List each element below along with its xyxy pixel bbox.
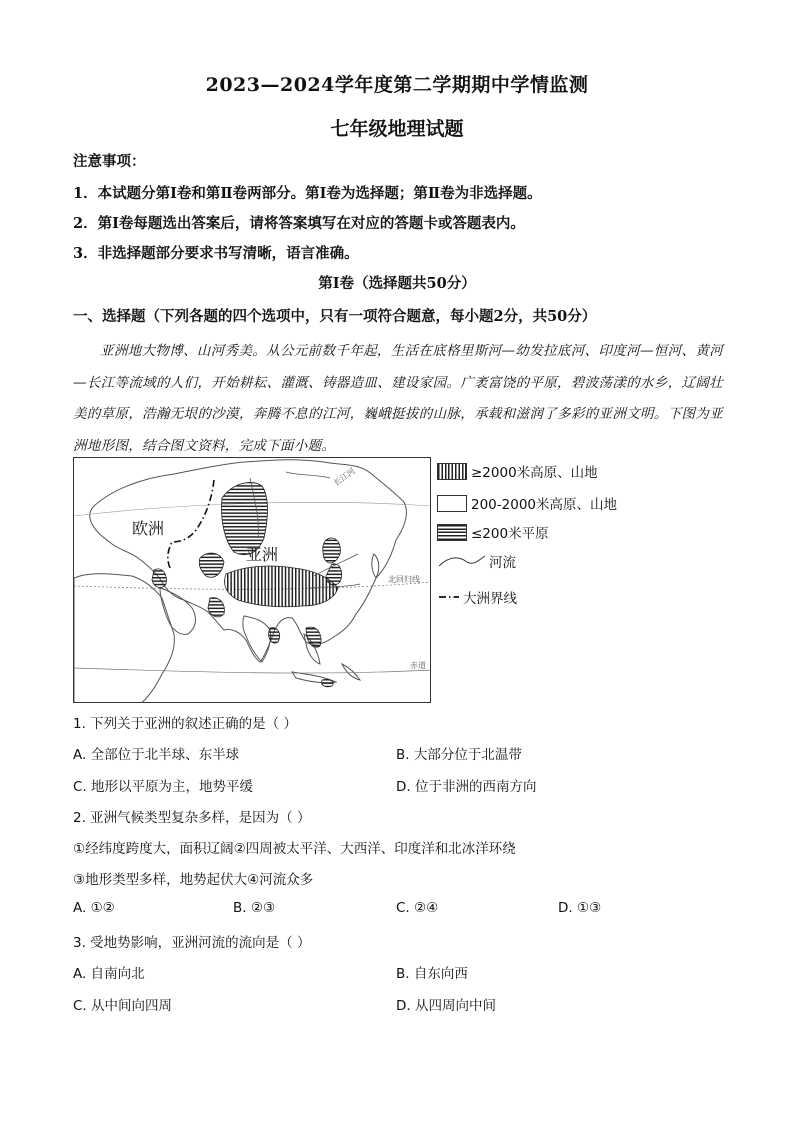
question-stem: 3. 受地势影响，亚洲河流的流向是（ ） bbox=[73, 935, 311, 951]
equator-label: 赤道 bbox=[410, 661, 426, 670]
legend-label: ≥2000米高原、山地 bbox=[471, 465, 598, 481]
river-line-icon bbox=[437, 550, 487, 572]
legend-label: 200-2000米高原、山地 bbox=[471, 497, 617, 513]
question-statement: ③地形类型多样，地势起伏大④河流众多 bbox=[73, 872, 314, 888]
dash-dot-line-icon bbox=[437, 586, 461, 608]
option-d[interactable]: D. 位于非洲的西南方向 bbox=[396, 779, 537, 795]
option-c[interactable]: C. 地形以平原为主，地势平缓 bbox=[73, 779, 254, 795]
note-item: 2．第Ⅰ卷每题选出答案后，请将答案填写在对应的答题卡或答题表内。 bbox=[73, 215, 525, 232]
reading-passage: 亚洲地大物博、山河秀美。从公元前数千年起，生活在底格里斯河—幼发拉底河、印度河—恒河、黄河—长江等流域的人们，开始耕耘、灌溉、铸器造皿、建设家园。广袤富饶的平原，碧波荡漾的水乡，辽阔壮美的草原，浩瀚无垠的沙漠，奔腾不息的江河，巍峨挺拔的山脉，承载和滋润了多彩的亚洲文明。下图为亚洲地形图，结合图文资料，完成下面小题。 bbox=[73, 343, 723, 454]
river-line bbox=[286, 472, 330, 478]
tropic-label: 北回归线 bbox=[388, 575, 420, 584]
legend-label: 大洲界线 bbox=[463, 591, 517, 607]
option-a[interactable]: A. 自南向北 bbox=[73, 966, 145, 982]
question-stem: 1. 下列关于亚洲的叙述正确的是（ ） bbox=[73, 716, 297, 732]
legend-item bbox=[437, 586, 517, 608]
exam-title: 2023—2024学年度第二学期期中学情监测 bbox=[205, 74, 589, 96]
map-graphic bbox=[74, 458, 431, 703]
question-statement: ①经纬度跨度大，面积辽阔②四周被太平洋、大西洋、印度洋和北冰洋环绕 bbox=[73, 841, 516, 857]
option-b[interactable]: B. 自东向西 bbox=[396, 966, 468, 982]
section-title: 一、选择题（下列各题的四个选项中，只有一项符合题意，每小题2分，共50分） bbox=[73, 308, 597, 325]
blank-swatch-icon bbox=[437, 495, 467, 512]
asia-label: 亚洲 bbox=[246, 545, 279, 564]
option-d[interactable]: D. ①③ bbox=[558, 900, 602, 916]
hindustan-plain bbox=[269, 628, 280, 643]
option-a[interactable]: A. ①② bbox=[73, 900, 115, 916]
north-china-plain bbox=[323, 538, 341, 563]
india-outline bbox=[243, 616, 271, 662]
exam-subtitle: 七年级地理试题 bbox=[330, 118, 464, 140]
equator-line bbox=[74, 668, 431, 673]
legend-label: ≤200米平原 bbox=[471, 526, 549, 542]
option-c[interactable]: C. ②④ bbox=[396, 900, 439, 916]
legend-item bbox=[437, 521, 549, 543]
volume-title: 第Ⅰ卷（选择题共50分） bbox=[318, 275, 476, 292]
note-item: 1．本试题分第Ⅰ卷和第Ⅱ卷两部分。第Ⅰ卷为选择题；第Ⅱ卷为非选择题。 bbox=[73, 185, 542, 202]
note-item: 3．非选择题部分要求书写清晰，语言准确。 bbox=[73, 245, 359, 262]
question-stem: 2. 亚洲气候类型复杂多样，是因为（ ） bbox=[73, 810, 311, 826]
africa-outline bbox=[74, 574, 174, 703]
option-c[interactable]: C. 从中间向四周 bbox=[73, 998, 173, 1014]
horizontal-stripe-swatch-icon bbox=[437, 524, 467, 541]
river-name-label: 长江河 bbox=[331, 466, 357, 488]
option-a[interactable]: A. 全部位于北半球、东半球 bbox=[73, 747, 240, 763]
arabia-outline bbox=[160, 588, 195, 634]
turan-plain bbox=[199, 553, 224, 577]
west-siberian-plain bbox=[222, 482, 268, 554]
legend-label: 河流 bbox=[489, 555, 516, 571]
legend-item bbox=[437, 550, 516, 572]
notes-heading: 注意事项： bbox=[73, 153, 146, 170]
legend-item bbox=[437, 492, 617, 514]
legend-item bbox=[437, 460, 598, 482]
vertical-stripe-swatch-icon bbox=[437, 463, 467, 480]
indochina-plain bbox=[306, 627, 321, 647]
option-b[interactable]: B. ②③ bbox=[233, 900, 276, 916]
mesopotamian-plain bbox=[152, 569, 166, 588]
japan-outline bbox=[372, 554, 379, 578]
europe-label: 欧洲 bbox=[132, 519, 165, 538]
option-b[interactable]: B. 大部分位于北温带 bbox=[396, 747, 522, 763]
option-d[interactable]: D. 从四周向中间 bbox=[396, 998, 496, 1014]
island-plain bbox=[322, 679, 334, 686]
asia-terrain-map bbox=[73, 457, 431, 703]
